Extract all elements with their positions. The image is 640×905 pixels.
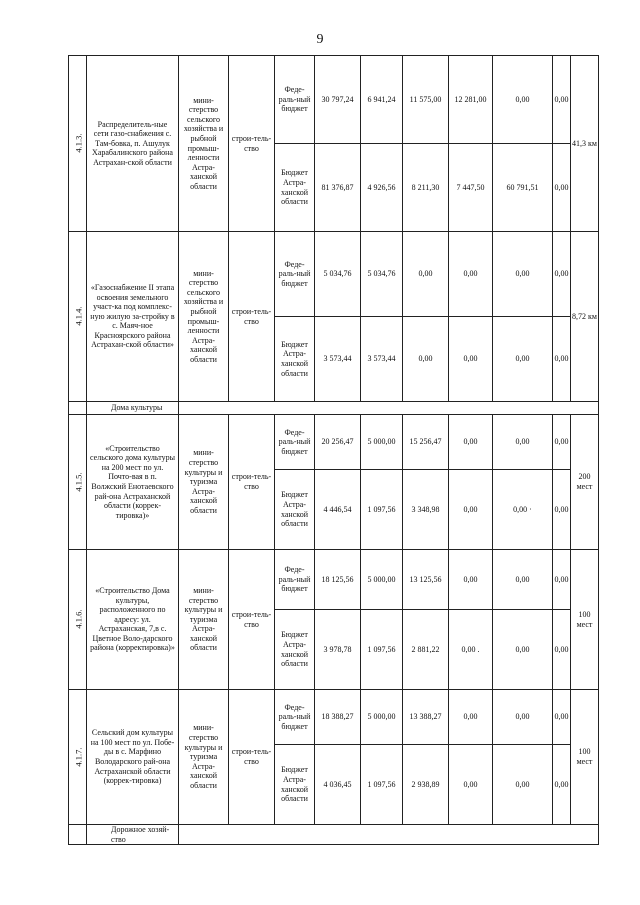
funding-value: 0,00 [553, 470, 571, 550]
project-activity: строи-тель-ство [229, 550, 275, 690]
funding-value: 3 573,44 [315, 317, 361, 402]
funding-value: 0,00 [493, 550, 553, 610]
funding-value: 0,00 [493, 232, 553, 317]
project-activity: строи-тель-ство [229, 56, 275, 232]
funding-source: Феде-раль-ный бюджет [275, 56, 315, 144]
funding-value: 1 097,56 [361, 610, 403, 690]
project-executor: мини-стерство сельского хозяйства и рыбной промыш-ленности Астра-ханской области [179, 232, 229, 402]
project-executor: мини-стерство культуры и туризма Астра-ханской области [179, 690, 229, 825]
section-num-cell [69, 402, 87, 415]
funding-value: 20 256,47 [315, 415, 361, 470]
section-label: Дорожное хозяй-ство [87, 825, 179, 845]
funding-value: 18 388,27 [315, 690, 361, 745]
section-row [69, 402, 599, 415]
section-empty-cell [179, 402, 599, 415]
funding-value: 0,00 [553, 144, 571, 232]
table-row [69, 415, 599, 470]
funding-value: 0,00 · [493, 470, 553, 550]
project-number-text: 4.1.6. [73, 609, 84, 629]
project-executor: мини-стерство сельского хозяйства и рыбной промыш-ленности Астра-ханской области [179, 56, 229, 232]
project-result: 200 мест [571, 415, 599, 550]
funding-source: Феде-раль-ный бюджет [275, 550, 315, 610]
funding-value: 5 000,00 [361, 690, 403, 745]
funding-value: 0,00 [553, 415, 571, 470]
table-row [69, 550, 599, 610]
funding-value: 4 036,45 [315, 745, 361, 825]
funding-value: 18 125,56 [315, 550, 361, 610]
project-name: «Строительство сельского дома культуры на 200 мест по ул. Почто-вая в п. Волжский Енотаевского рай-она Астраханской области (коррек-тировка)» [87, 415, 179, 550]
section-num-cell [69, 825, 87, 845]
funding-value: 2 881,22 [403, 610, 449, 690]
funding-value: 0,00 [553, 232, 571, 317]
program-table [68, 55, 599, 845]
funding-source: Бюджет Астра-ханской области [275, 144, 315, 232]
funding-value: 0,00 [553, 317, 571, 402]
project-number [69, 232, 87, 402]
funding-value: 5 034,76 [361, 232, 403, 317]
funding-value: 3 348,98 [403, 470, 449, 550]
project-activity: строи-тель-ство [229, 690, 275, 825]
funding-value: 0,00 [449, 415, 493, 470]
funding-value: 8 211,30 [403, 144, 449, 232]
project-name: «Газоснабжение II этапа освоения земельного участ-ка под комплекс-ную жилую за-стройку в с. Маяч-ное Красноярского района Астрахан-ской области» [87, 232, 179, 402]
project-activity: строи-тель-ство [229, 232, 275, 402]
funding-source: Бюджет Астра-ханской области [275, 745, 315, 825]
project-number-text: 4.1.3. [73, 133, 84, 153]
funding-value: 30 797,24 [315, 56, 361, 144]
project-name: «Строительство Дома культуры, расположенного по адресу: ул. Астраханская, 7,в с. Цветное Воло-дарского района (корректировка)» [87, 550, 179, 690]
funding-value: 2 938,89 [403, 745, 449, 825]
project-number [69, 690, 87, 825]
project-number-text: 4.1.7. [73, 747, 84, 767]
funding-value: 0,00 [553, 745, 571, 825]
project-number-text: 4.1.5. [73, 472, 84, 492]
funding-source: Феде-раль-ный бюджет [275, 690, 315, 745]
project-activity: строи-тель-ство [229, 415, 275, 550]
funding-value: 0,00 [493, 745, 553, 825]
funding-source: Бюджет Астра-ханской области [275, 610, 315, 690]
section-row [69, 825, 599, 845]
funding-value: 0,00 [493, 690, 553, 745]
page-number: 9 [316, 32, 324, 47]
funding-value: 3 573,44 [361, 317, 403, 402]
funding-value: 0,00 [449, 690, 493, 745]
project-executor: мини-стерство культуры и туризма Астра-ханской области [179, 415, 229, 550]
section-label: Дома культуры [87, 402, 179, 415]
funding-value: 0,00 [403, 232, 449, 317]
funding-value: 0,00 [449, 470, 493, 550]
funding-value: 5 000,00 [361, 415, 403, 470]
project-result: 41,3 км [571, 56, 599, 232]
funding-source: Бюджет Астра-ханской области [275, 470, 315, 550]
table-row [69, 690, 599, 745]
project-number [69, 550, 87, 690]
funding-value: 4 446,54 [315, 470, 361, 550]
funding-value: 4 926,56 [361, 144, 403, 232]
funding-value: 13 125,56 [403, 550, 449, 610]
table-row [69, 56, 599, 144]
funding-source: Феде-раль-ный бюджет [275, 415, 315, 470]
funding-value: 0,00 [493, 610, 553, 690]
funding-value: 5 000,00 [361, 550, 403, 610]
funding-value: 5 034,76 [315, 232, 361, 317]
funding-value: 0,00 [449, 745, 493, 825]
funding-value: 0,00 [493, 56, 553, 144]
project-name: Сельский дом культуры на 100 мест по ул. Побе-ды в с. Марфино Володарского рай-она Астраханской области (коррек-тировка) [87, 690, 179, 825]
funding-value: 6 941,24 [361, 56, 403, 144]
funding-value: 1 097,56 [361, 745, 403, 825]
section-empty-cell [179, 825, 599, 845]
funding-value: 0,00 [493, 415, 553, 470]
funding-value: 3 978,78 [315, 610, 361, 690]
project-number [69, 415, 87, 550]
funding-value: 7 447,50 [449, 144, 493, 232]
project-result: 100 мест [571, 690, 599, 825]
funding-value: 60 791,51 [493, 144, 553, 232]
funding-value: 0,00 [553, 56, 571, 144]
funding-value: 0,00 [493, 317, 553, 402]
funding-value: 0,00 [403, 317, 449, 402]
funding-value: 15 256,47 [403, 415, 449, 470]
project-result: 100 мест [571, 550, 599, 690]
funding-value: 0,00 . [449, 610, 493, 690]
funding-value: 0,00 [553, 550, 571, 610]
project-result: 8,72 км [571, 232, 599, 402]
funding-value: 0,00 [553, 690, 571, 745]
funding-value: 12 281,00 [449, 56, 493, 144]
funding-value: 1 097,56 [361, 470, 403, 550]
project-executor: мини-стерство культуры и туризма Астра-ханской области [179, 550, 229, 690]
funding-source: Феде-раль-ный бюджет [275, 232, 315, 317]
funding-value: 0,00 [553, 610, 571, 690]
funding-value: 0,00 [449, 550, 493, 610]
table-row [69, 232, 599, 317]
funding-value: 0,00 [449, 232, 493, 317]
project-number [69, 56, 87, 232]
funding-value: 0,00 [449, 317, 493, 402]
funding-value: 81 376,87 [315, 144, 361, 232]
project-number-text: 4.1.4. [73, 306, 84, 326]
funding-source: Бюджет Астра-ханской области [275, 317, 315, 402]
project-name: Распределитель-ные сети газо-снабжения с. Там-бовка, п. Ашулук Харабалинского района Астрахан-ской области [87, 56, 179, 232]
funding-value: 13 388,27 [403, 690, 449, 745]
funding-value: 11 575,00 [403, 56, 449, 144]
